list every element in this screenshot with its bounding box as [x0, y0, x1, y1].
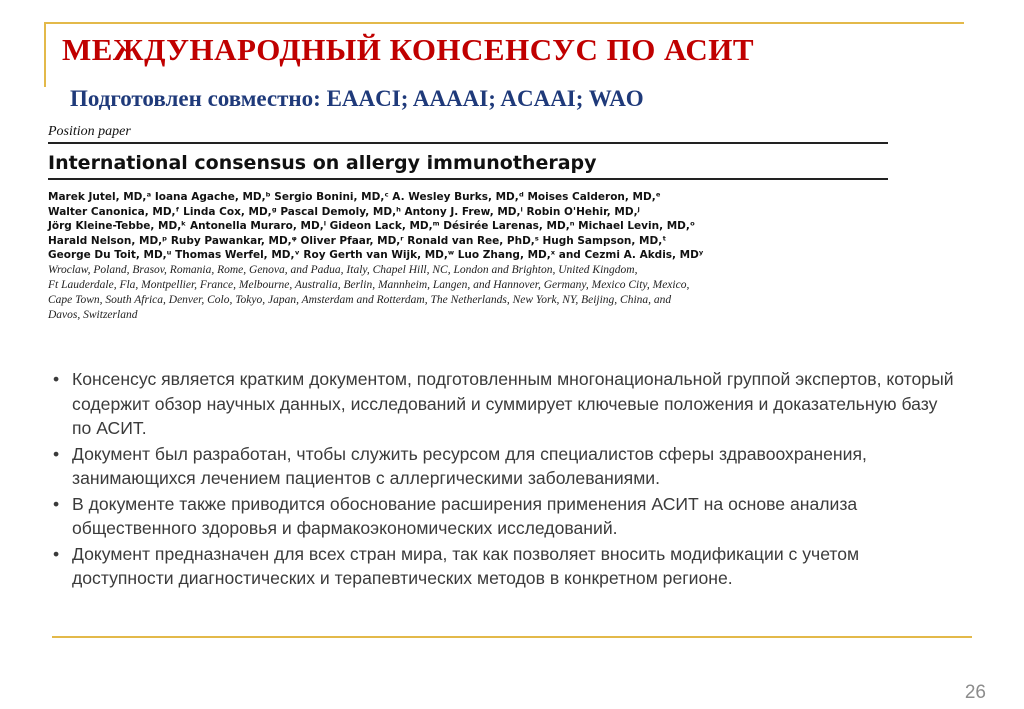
bullet-text: Документ был разработан, чтобы служить ресурсом для специалистов сферы здравоохранения, занимающихся лечением пациентов с аллергическими заболеваниями. [72, 443, 867, 488]
author-line: George Du Toit, MD,ᵘ Thomas Werfel, MD,ᵛ Roy Gerth van Wijk, MD,ʷ Luo Zhang, MD,ˣ and Cezmi A. Akdis, MDʸ [48, 249, 704, 261]
bullet-icon: • [53, 543, 60, 564]
bullet-item [50, 367, 960, 441]
page-number: 26 [964, 682, 986, 703]
author-line: Harald Nelson, MD,ᵖ Ruby Pawankar, MD,ᵠ Oliver Pfaar, MD,ʳ Ronald van Ree, PhD,ˢ Hugh Sampson, MD,ᵗ [48, 234, 667, 247]
position-paper-label: Position paper [48, 124, 131, 139]
affiliation-line: Wroclaw, Poland, Brasov, Romania, Rome, Genova, and Padua, Italy, Chapel Hill, NC, London and Brighton, United Kingdom, [48, 263, 638, 276]
bullet-text: Консенсус является кратким документом, подготовленным многонациональной группой экспертов, который содержит обзор научных данных, исследований и суммирует ключевые положения и доказательную базу по АСИТ. [72, 369, 954, 438]
bullet-text: В документе также приводится обоснование расширения применения АСИТ на основе анализа общественного здоровья и фармакоэкономических исследований. [72, 493, 858, 538]
bullet-item [50, 492, 960, 541]
bottom-accent-rule [52, 636, 972, 638]
author-list [48, 190, 888, 263]
slide-subtitle: Подготовлен совместно: EAACI; AAAAI; ACAAI; WAO [70, 86, 644, 111]
bullet-item [50, 542, 960, 591]
affiliation-line: Davos, Switzerland [48, 308, 138, 321]
author-line: Jörg Kleine-Tebbe, MD,ᵏ Antonella Muraro, MD,ˡ Gideon Lack, MD,ᵐ Désirée Larenas, MD,ⁿ Michael Levin, MD,ᵒ [48, 220, 696, 232]
paper-title: International consensus on allergy immunotherapy [48, 152, 597, 174]
bullet-icon: • [53, 443, 60, 464]
affiliation-line: Ft Lauderdale, Fla, Montpellier, France, Melbourne, Australia, Berlin, Mannheim, Langen, and Hannover, Germany, Mexico City, Mexico, [48, 278, 690, 291]
bullet-text: Документ предназначен для всех стран мира, так как позволяет вносить модификации с учетом доступности диагностических и терапевтических методов в конкретном регионе. [72, 543, 860, 588]
bullet-icon: • [53, 493, 60, 514]
paper-excerpt [48, 124, 888, 323]
author-line: Walter Canonica, MD,ᶠ Linda Cox, MD,ᵍ Pascal Demoly, MD,ʰ Antony J. Frew, MD,ⁱ Robin O'Hehir, MD,ʲ [48, 205, 640, 218]
paper-divider-top [48, 142, 888, 144]
bullet-list [50, 367, 960, 592]
paper-divider-bottom [48, 178, 888, 180]
left-accent-rule [44, 22, 46, 87]
top-accent-rule [44, 22, 964, 24]
slide-title: МЕЖДУНАРОДНЫЙ КОНСЕНСУС ПО АСИТ [62, 32, 755, 67]
affiliation-list [48, 263, 888, 323]
affiliation-line: Cape Town, South Africa, Denver, Colo, Tokyo, Japan, Amsterdam and Rotterdam, The Netherlands, New York, NY, Beijing, China, and [48, 293, 672, 306]
bullet-item [50, 442, 960, 491]
bullet-icon: • [53, 369, 60, 389]
author-line: Marek Jutel, MD,ᵃ Ioana Agache, MD,ᵇ Sergio Bonini, MD,ᶜ A. Wesley Burks, MD,ᵈ Moises Calderon, MD,ᵉ [48, 191, 661, 203]
